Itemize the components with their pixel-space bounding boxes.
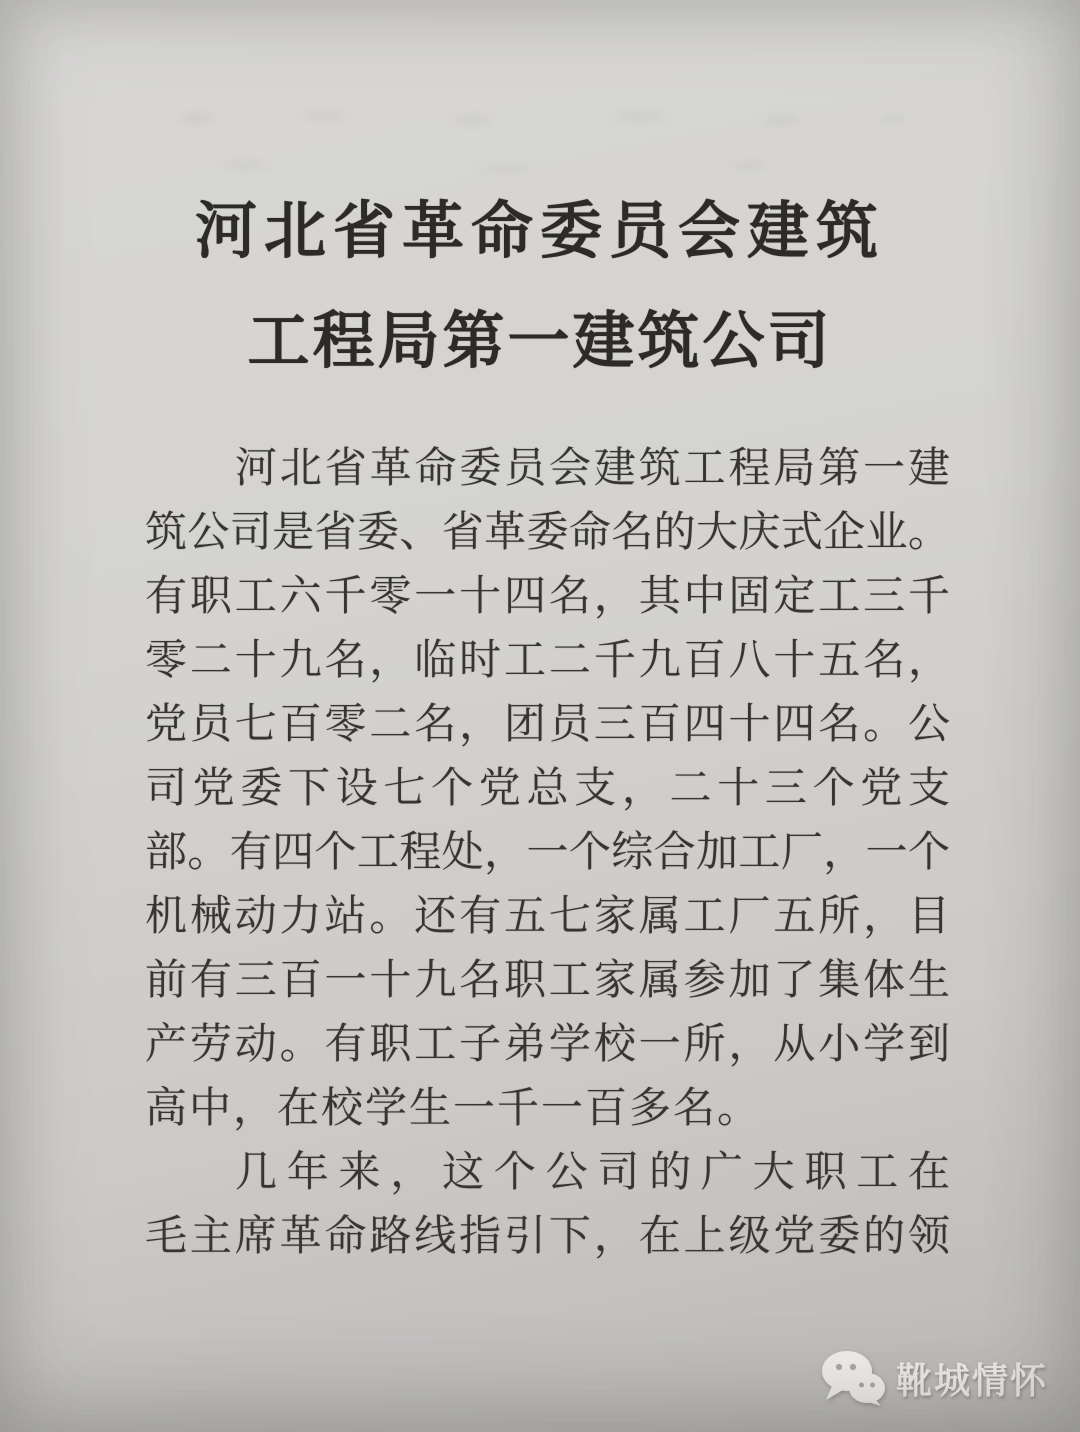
bleedthrough-marks: [150, 100, 940, 184]
watermark-label: 靴城情怀: [895, 1359, 1048, 1402]
body-line: 毛主席革命路线指引下，在上级党委的领: [145, 1211, 950, 1260]
body-line: 几年来，这个公司的广大职工在: [235, 1147, 950, 1196]
body-line: 部。有四个工程处，一个综合加工厂，一个: [145, 827, 950, 876]
body-line: 党员七百零二名，团员三百四十四名。公: [145, 699, 950, 748]
document-title-line2: 工程局第一建筑公司: [247, 304, 833, 377]
document-body: [145, 436, 950, 1268]
wechat-icon: [820, 1350, 886, 1406]
body-line: 前有三百一十九名职工家属参加了集体生: [145, 955, 950, 1004]
body-line: 高中，在校学生一千一百多名。: [145, 1083, 762, 1132]
watermark: [820, 1350, 1048, 1406]
body-line: 司党委下设七个党总支，二十三个党支: [145, 763, 950, 812]
document-title: [0, 196, 1080, 376]
body-line: 机械动力站。还有五七家属工厂五所，目: [145, 891, 950, 940]
body-line: 河北省革命委员会建筑工程局第一建: [235, 443, 950, 492]
document-title-line1: 河北省革命委员会建筑: [194, 194, 885, 267]
body-line: 产劳动。有职工子弟学校一所，从小学到: [145, 1019, 950, 1068]
body-line: 有职工六千零一十四名，其中固定工三千: [145, 571, 950, 620]
body-line: 零二十九名，临时工二千九百八十五名，: [145, 635, 950, 684]
body-line: 筑公司是省委、省革委命名的大庆式企业。: [145, 507, 950, 556]
